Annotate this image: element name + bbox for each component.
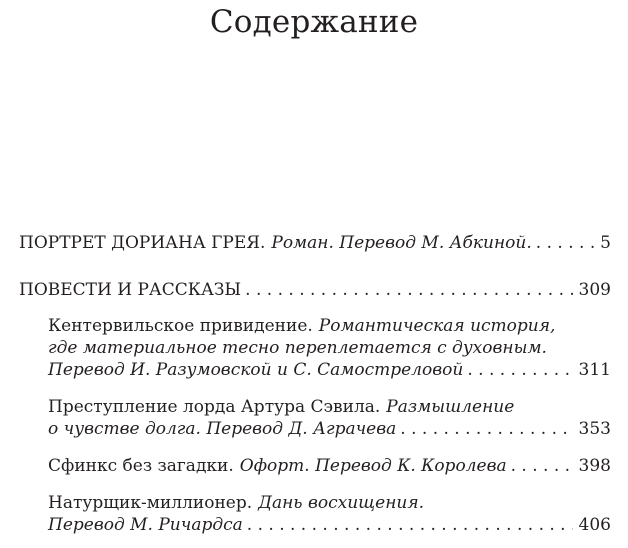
toc-entry-translator: Перевод И. Разумовской и С. Самостреловой [48,360,464,380]
page-title: Содержание [209,4,419,40]
toc-section-stories[interactable] [19,279,611,301]
toc-entry-title: Натурщик-миллионер. [48,493,253,513]
toc-entry-sphinx[interactable] [48,455,611,477]
dot-leader [247,514,573,536]
toc-entry-description-continued: где материальное тесно переплетается с духовным. [48,338,547,358]
toc-entry-page-number: 311 [578,360,611,380]
toc-entry-description: Размышление [386,397,515,417]
toc-entry-dorian-gray[interactable] [19,232,611,254]
dot-leader [536,232,594,254]
toc-entry-page-number: 406 [578,515,611,535]
toc-entry-lord-arthur-savile-last-line[interactable] [48,418,611,440]
toc-entry-description: Офорт. Перевод К. Королева [239,456,507,476]
toc-entry-page-number: 353 [578,419,611,439]
toc-entry-description-continued: о чувстве долга. Перевод Д. Аграчева [48,419,397,439]
toc-entry-canterville-ghost[interactable] [48,315,611,337]
dot-leader [400,418,572,440]
toc-entry-title: ПОРТРЕТ ДОРИАНА ГРЕЯ. [19,233,266,253]
toc-entry-title: Кентервильское привидение. [48,316,313,336]
toc-entry-model-millionaire[interactable] [48,492,611,514]
toc-section-title: ПОВЕСТИ И РАССКАЗЫ [19,280,242,300]
toc-entry-translator: Перевод М. Ричардса [48,515,243,535]
dot-leader [467,359,572,381]
toc-entry-description: Роман. Перевод М. Абкиной. [271,233,532,253]
toc-entry-description: Романтическая история, [318,316,556,336]
toc-entry-page-number: 398 [578,456,611,476]
dot-leader [245,279,572,301]
toc-entry-model-millionaire-last-line[interactable] [48,514,611,536]
toc-entry-description: Дань восхищения. [258,493,425,513]
dot-leader [511,455,573,477]
toc-entry-lord-arthur-savile[interactable] [48,396,611,418]
toc-entry-title: Сфинкс без загадки. [48,456,234,476]
toc-section-page-number: 309 [578,280,611,300]
toc-entry-page-number: 5 [600,233,611,253]
toc-entry-title: Преступление лорда Артура Сэвила. [48,397,381,417]
toc-entry-canterville-ghost-last-line[interactable] [48,359,611,381]
